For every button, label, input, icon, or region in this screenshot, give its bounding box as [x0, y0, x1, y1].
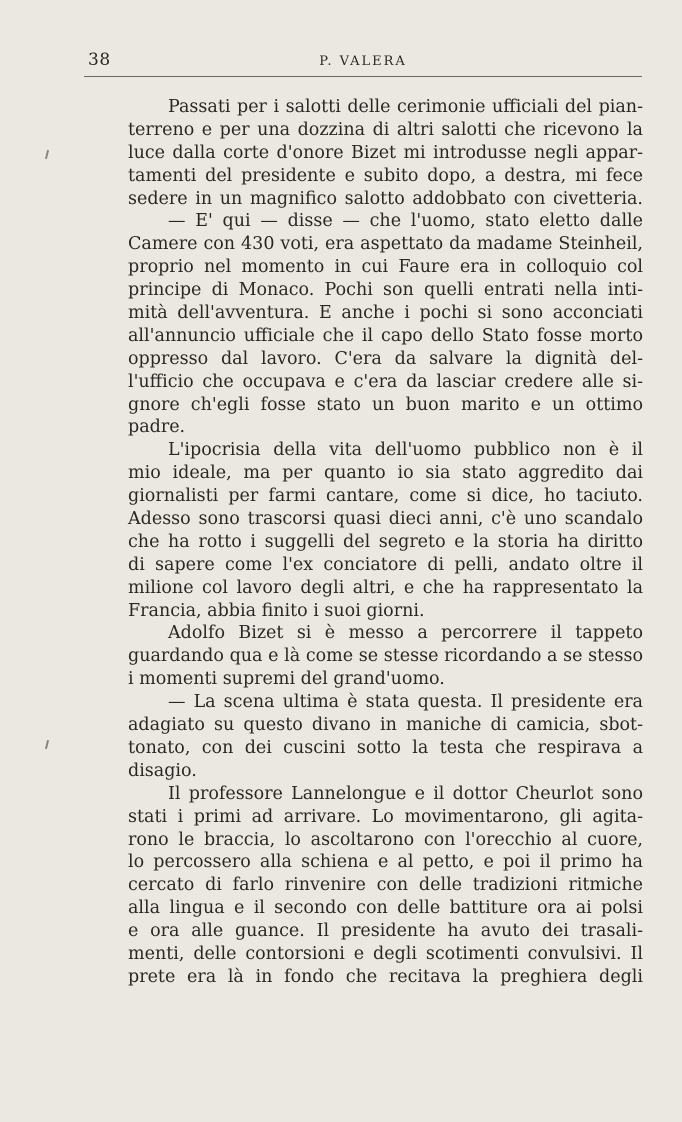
- text-line: Il professore Lannelongue e il dottor Cheurlot sono: [168, 783, 643, 804]
- text-line: e ora alle guance. Il presidente ha avuto dei trasali-: [128, 921, 643, 942]
- text-line: guardando qua e là come se stesse ricordando a se stesso: [128, 646, 643, 667]
- text-line: disagio.: [128, 760, 197, 781]
- margin-pencil-mark: [45, 740, 49, 749]
- text-line: tamenti del presidente e subito dopo, a destra, mi fece: [128, 165, 643, 186]
- text-line: di sapere come l'ex conciatore di pelli, andato oltre il: [128, 554, 643, 575]
- text-line: all'annuncio ufficiale che il capo dello Stato fosse morto: [128, 325, 643, 346]
- text-line: cercato di farlo rinvenire con delle tradizioni ritmiche: [128, 875, 643, 896]
- text-line: mità dell'avventura. E anche i pochi si sono acconciati: [128, 303, 643, 324]
- body-text: [88, 96, 643, 989]
- paragraph: [88, 96, 643, 210]
- text-line: alla lingua e il secondo con delle battiture ora ai polsi: [128, 898, 643, 919]
- text-line: sedere in un magnifico salotto addobbato con civetteria.: [128, 188, 643, 209]
- text-line: oppresso dal lavoro. C'era da salvare la dignità del-: [128, 348, 643, 369]
- text-line: milione col lavoro degli altri, e che ha rappresentato la: [128, 577, 643, 598]
- text-line: l'ufficio che occupava e c'era da lasciar credere alle si-: [128, 371, 643, 392]
- text-line: rono le braccia, lo ascoltarono con l'orecchio al cuore,: [128, 829, 643, 850]
- page-number: 38: [88, 50, 111, 70]
- text-line: i momenti supremi del grand'uomo.: [128, 669, 445, 690]
- text-line: principe di Monaco. Pochi son quelli entrati nella inti-: [128, 280, 643, 301]
- text-line: proprio nel momento in cui Faure era in colloquio col: [128, 257, 643, 278]
- running-head: P. VALERA: [319, 54, 407, 69]
- text-line: giornalisti per farmi cantare, come si dice, ho taciuto.: [128, 486, 643, 507]
- page-header: [84, 46, 642, 77]
- text-line: menti, delle contorsioni e degli scotimenti convulsivi. Il: [128, 943, 643, 964]
- paragraph: [88, 439, 643, 622]
- text-line: lo percossero alla schiena e al petto, e poi il primo ha: [128, 852, 643, 873]
- paragraph: [88, 691, 643, 783]
- text-line: Francia, abbia finito i suoi giorni.: [128, 600, 425, 621]
- text-line: Passati per i salotti delle cerimonie ufficiali del pian-: [168, 97, 643, 117]
- text-line: che ha rotto i suggelli del segreto e la storia ha diritto: [128, 531, 643, 552]
- text-line: Adolfo Bizet si è messo a percorrere il tappeto: [168, 623, 643, 644]
- text-line: adagiato su questo divano in maniche di camicia, sbot-: [128, 715, 643, 736]
- text-line: padre.: [128, 417, 186, 438]
- text-line: stati i primi ad arrivare. Lo movimentarono, gli agita-: [128, 806, 643, 827]
- margin-pencil-mark: [45, 150, 49, 159]
- paragraph: [88, 783, 643, 989]
- text-line: Camere con 430 voti, era aspettato da madame Steinheil,: [128, 234, 643, 255]
- paragraph: [88, 622, 643, 691]
- text-line: gnore ch'egli fosse stato un buon marito e un ottimo: [128, 394, 643, 415]
- text-line: Adesso sono trascorsi quasi dieci anni, c'è uno scandalo: [128, 509, 643, 530]
- text-line: — La scena ultima è stata questa. Il presidente era: [168, 692, 643, 713]
- text-line: terreno e per una dozzina di altri salotti che ricevono la: [128, 119, 643, 140]
- text-line: tonato, con dei cuscini sotto la testa che respirava a: [128, 737, 643, 758]
- text-line: — E' qui — disse — che l'uomo, stato eletto dalle: [168, 211, 643, 232]
- text-line: luce dalla corte d'onore Bizet mi introdusse negli appar-: [128, 142, 643, 163]
- text-line: mio ideale, ma per quanto io sia stato aggredito dai: [128, 463, 643, 484]
- text-line: L'ipocrisia della vita dell'uomo pubblico non è il: [168, 440, 643, 461]
- text-line: prete era là in fondo che recitava la preghiera degli: [128, 966, 643, 987]
- paragraph: [88, 210, 643, 439]
